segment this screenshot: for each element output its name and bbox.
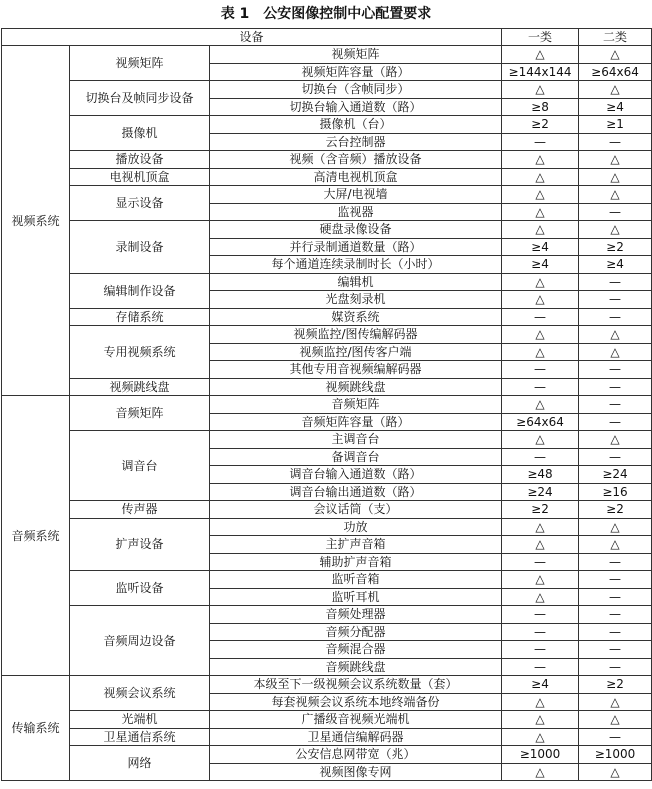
- table-row: [2, 116, 652, 134]
- class2-value-cell: △: [579, 518, 652, 536]
- item-label-cell: 光盘刻录机: [210, 291, 502, 309]
- group-name-cell: 卫星通信系统: [70, 728, 210, 746]
- item-label-cell: 视频图像专网: [210, 763, 502, 781]
- item-label-cell: 监听音箱: [210, 571, 502, 589]
- item-label-cell: 广播级音视频光端机: [210, 711, 502, 729]
- class1-value-cell: △: [502, 536, 579, 554]
- class1-value-cell: △: [502, 588, 579, 606]
- class1-value-cell: △: [502, 46, 579, 64]
- group-name-cell: 音频矩阵: [70, 396, 210, 431]
- system-name-cell: 音频系统: [2, 396, 70, 676]
- item-label-cell: 视频（含音频）播放设备: [210, 151, 502, 169]
- group-name-cell: 传声器: [70, 501, 210, 519]
- class1-value-cell: ≥4: [502, 256, 579, 274]
- item-label-cell: 功放: [210, 518, 502, 536]
- item-label-cell: 高清电视机顶盒: [210, 168, 502, 186]
- class2-value-cell: △: [579, 536, 652, 554]
- class2-value-cell: ≥4: [579, 256, 652, 274]
- class1-value-cell: △: [502, 326, 579, 344]
- item-label-cell: 音频矩阵容量（路）: [210, 413, 502, 431]
- table-row: [2, 396, 652, 414]
- item-label-cell: 其他专用音视频编解码器: [210, 361, 502, 379]
- table-row: [2, 518, 652, 536]
- table-row: [2, 273, 652, 291]
- class2-value-cell: △: [579, 763, 652, 781]
- class1-value-cell: △: [502, 571, 579, 589]
- table-row: [2, 606, 652, 624]
- class2-value-cell: —: [579, 378, 652, 396]
- item-label-cell: 监听耳机: [210, 588, 502, 606]
- class1-value-cell: ≥2: [502, 501, 579, 519]
- item-label-cell: 音频分配器: [210, 623, 502, 641]
- class1-value-cell: △: [502, 81, 579, 99]
- class2-value-cell: △: [579, 46, 652, 64]
- item-label-cell: 调音台输出通道数（路）: [210, 483, 502, 501]
- item-label-cell: 音频跳线盘: [210, 658, 502, 676]
- group-name-cell: 电视机顶盒: [70, 168, 210, 186]
- class1-value-cell: ≥144x144: [502, 63, 579, 81]
- group-name-cell: 调音台: [70, 431, 210, 501]
- class2-value-cell: —: [579, 133, 652, 151]
- group-name-cell: 网络: [70, 746, 210, 781]
- group-name-cell: 切换台及帧同步设备: [70, 81, 210, 116]
- group-name-cell: 存储系统: [70, 308, 210, 326]
- class2-value-cell: ≥2: [579, 676, 652, 694]
- class2-value-cell: ≥24: [579, 466, 652, 484]
- header-class2: 二类: [579, 29, 652, 46]
- item-label-cell: 云台控制器: [210, 133, 502, 151]
- system-name-cell: 视频系统: [2, 46, 70, 396]
- class1-value-cell: —: [502, 448, 579, 466]
- class1-value-cell: —: [502, 378, 579, 396]
- item-label-cell: 视频监控/图传客户端: [210, 343, 502, 361]
- item-label-cell: 本级至下一级视频会议系统数量（套）: [210, 676, 502, 694]
- class2-value-cell: ≥1000: [579, 746, 652, 764]
- class2-value-cell: —: [579, 553, 652, 571]
- item-label-cell: 公安信息网带宽（兆）: [210, 746, 502, 764]
- class2-value-cell: —: [579, 623, 652, 641]
- class2-value-cell: —: [579, 273, 652, 291]
- item-label-cell: 备调音台: [210, 448, 502, 466]
- class1-value-cell: △: [502, 763, 579, 781]
- class2-value-cell: —: [579, 606, 652, 624]
- class2-value-cell: △: [579, 711, 652, 729]
- item-label-cell: 主调音台: [210, 431, 502, 449]
- class1-value-cell: △: [502, 396, 579, 414]
- class1-value-cell: △: [502, 518, 579, 536]
- item-label-cell: 每个通道连续录制时长（小时）: [210, 256, 502, 274]
- class1-value-cell: —: [502, 606, 579, 624]
- table-row: [2, 728, 652, 746]
- class2-value-cell: △: [579, 186, 652, 204]
- item-label-cell: 卫星通信编解码器: [210, 728, 502, 746]
- class2-value-cell: —: [579, 448, 652, 466]
- class1-value-cell: —: [502, 361, 579, 379]
- class2-value-cell: —: [579, 361, 652, 379]
- item-label-cell: 硬盘录像设备: [210, 221, 502, 239]
- class2-value-cell: —: [579, 571, 652, 589]
- group-name-cell: 扩声设备: [70, 518, 210, 571]
- item-label-cell: 摄像机（台）: [210, 116, 502, 134]
- group-name-cell: 视频会议系统: [70, 676, 210, 711]
- item-label-cell: 大屏/电视墙: [210, 186, 502, 204]
- header-class1: 一类: [502, 29, 579, 46]
- class1-value-cell: △: [502, 221, 579, 239]
- item-label-cell: 视频矩阵: [210, 46, 502, 64]
- class1-value-cell: —: [502, 623, 579, 641]
- item-label-cell: 辅助扩声音箱: [210, 553, 502, 571]
- table-row: [2, 168, 652, 186]
- item-label-cell: 音频处理器: [210, 606, 502, 624]
- class1-value-cell: —: [502, 553, 579, 571]
- class2-value-cell: —: [579, 396, 652, 414]
- class2-value-cell: —: [579, 203, 652, 221]
- class2-value-cell: ≥16: [579, 483, 652, 501]
- group-name-cell: 显示设备: [70, 186, 210, 221]
- class1-value-cell: △: [502, 273, 579, 291]
- class2-value-cell: △: [579, 221, 652, 239]
- class2-value-cell: —: [579, 413, 652, 431]
- header-device: 设备: [2, 29, 502, 46]
- group-name-cell: 编辑制作设备: [70, 273, 210, 308]
- class2-value-cell: ≥2: [579, 238, 652, 256]
- group-name-cell: 视频跳线盘: [70, 378, 210, 396]
- table-row: [2, 81, 652, 99]
- class2-value-cell: △: [579, 431, 652, 449]
- item-label-cell: 调音台输入通道数（路）: [210, 466, 502, 484]
- class2-value-cell: —: [579, 641, 652, 659]
- class2-value-cell: △: [579, 81, 652, 99]
- table-row: [2, 186, 652, 204]
- config-table: [1, 28, 652, 781]
- class1-value-cell: —: [502, 308, 579, 326]
- group-name-cell: 视频矩阵: [70, 46, 210, 81]
- table-row: [2, 151, 652, 169]
- class1-value-cell: —: [502, 658, 579, 676]
- class1-value-cell: △: [502, 168, 579, 186]
- class2-value-cell: ≥4: [579, 98, 652, 116]
- class1-value-cell: ≥48: [502, 466, 579, 484]
- class1-value-cell: ≥4: [502, 676, 579, 694]
- table-row: [2, 46, 652, 64]
- item-label-cell: 并行录制通道数量（路）: [210, 238, 502, 256]
- group-name-cell: 录制设备: [70, 221, 210, 274]
- group-name-cell: 播放设备: [70, 151, 210, 169]
- table-row: [2, 711, 652, 729]
- system-name-cell: 传输系统: [2, 676, 70, 781]
- class1-value-cell: ≥24: [502, 483, 579, 501]
- class1-value-cell: △: [502, 151, 579, 169]
- class2-value-cell: △: [579, 343, 652, 361]
- class2-value-cell: △: [579, 693, 652, 711]
- group-name-cell: 监听设备: [70, 571, 210, 606]
- table-row: [2, 676, 652, 694]
- class1-value-cell: ≥8: [502, 98, 579, 116]
- item-label-cell: 主扩声音箱: [210, 536, 502, 554]
- group-name-cell: 专用视频系统: [70, 326, 210, 379]
- class2-value-cell: △: [579, 326, 652, 344]
- item-label-cell: 每套视频会议系统本地终端备份: [210, 693, 502, 711]
- class2-value-cell: —: [579, 588, 652, 606]
- class1-value-cell: △: [502, 186, 579, 204]
- class2-value-cell: ≥64x64: [579, 63, 652, 81]
- class2-value-cell: —: [579, 658, 652, 676]
- table-row: [2, 746, 652, 764]
- item-label-cell: 切换台输入通道数（路）: [210, 98, 502, 116]
- class1-value-cell: ≥1000: [502, 746, 579, 764]
- item-label-cell: 音频混合器: [210, 641, 502, 659]
- class2-value-cell: —: [579, 728, 652, 746]
- class2-value-cell: —: [579, 291, 652, 309]
- group-name-cell: 音频周边设备: [70, 606, 210, 676]
- table-row: [2, 221, 652, 239]
- table-row: [2, 378, 652, 396]
- group-name-cell: 光端机: [70, 711, 210, 729]
- class1-value-cell: ≥4: [502, 238, 579, 256]
- class1-value-cell: △: [502, 711, 579, 729]
- class2-value-cell: —: [579, 308, 652, 326]
- class1-value-cell: △: [502, 291, 579, 309]
- class1-value-cell: △: [502, 203, 579, 221]
- item-label-cell: 监视器: [210, 203, 502, 221]
- table-row: [2, 431, 652, 449]
- class1-value-cell: ≥2: [502, 116, 579, 134]
- class2-value-cell: ≥1: [579, 116, 652, 134]
- item-label-cell: 媒资系统: [210, 308, 502, 326]
- item-label-cell: 切换台（含帧同步）: [210, 81, 502, 99]
- item-label-cell: 编辑机: [210, 273, 502, 291]
- item-label-cell: 音频矩阵: [210, 396, 502, 414]
- class1-value-cell: —: [502, 133, 579, 151]
- table-row: [2, 326, 652, 344]
- group-name-cell: 摄像机: [70, 116, 210, 151]
- class1-value-cell: △: [502, 343, 579, 361]
- class2-value-cell: ≥2: [579, 501, 652, 519]
- class1-value-cell: △: [502, 728, 579, 746]
- header-row: [2, 29, 652, 46]
- item-label-cell: 视频跳线盘: [210, 378, 502, 396]
- item-label-cell: 视频监控/图传编解码器: [210, 326, 502, 344]
- table-row: [2, 571, 652, 589]
- class1-value-cell: ≥64x64: [502, 413, 579, 431]
- table-row: [2, 308, 652, 326]
- class1-value-cell: △: [502, 693, 579, 711]
- table-row: [2, 501, 652, 519]
- class1-value-cell: —: [502, 641, 579, 659]
- item-label-cell: 视频矩阵容量（路）: [210, 63, 502, 81]
- item-label-cell: 会议话筒（支）: [210, 501, 502, 519]
- class2-value-cell: △: [579, 151, 652, 169]
- class1-value-cell: △: [502, 431, 579, 449]
- table-title: 表 1 公安图像控制中心配置要求: [220, 6, 432, 22]
- class2-value-cell: △: [579, 168, 652, 186]
